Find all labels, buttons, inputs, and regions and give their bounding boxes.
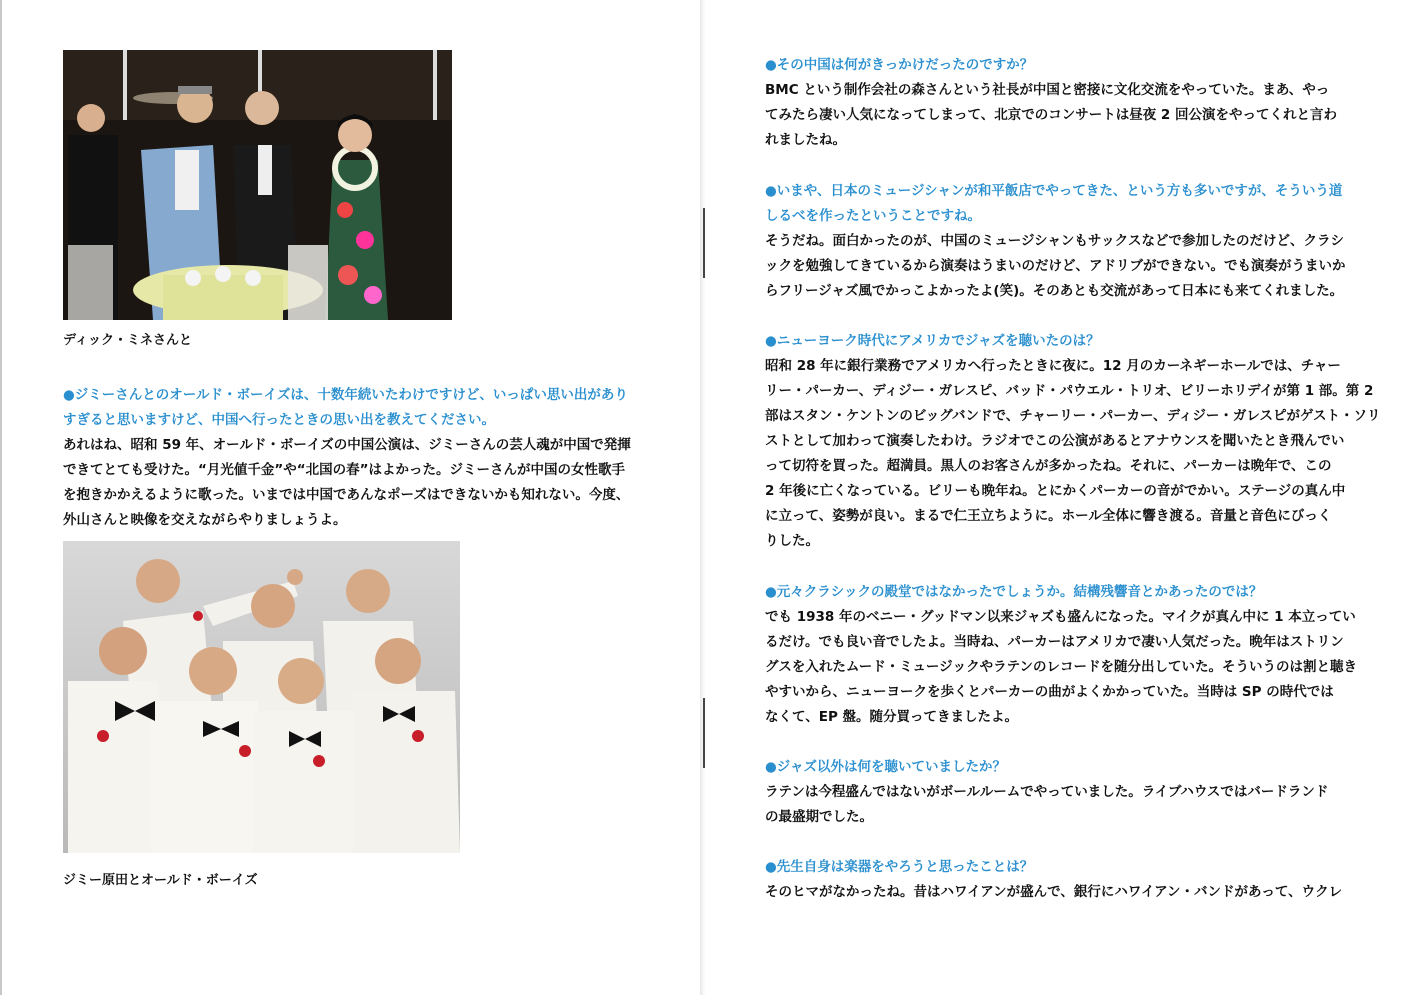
photo-caption: ジミー原田とオールド・ボーイズ: [63, 873, 258, 888]
photo-dick-mine: [63, 50, 452, 320]
interview-answer: BMC という制作会社の森さんという社長が中国と密接に文化交流をやっていた。まあ、やっ てみたら凄い人気になってしまって、北京でのコンサートは昼夜 2 回公演をやってくれと言わ れましたね。: [765, 82, 1338, 148]
interview-answer: でも 1938 年のベニー・グッドマン以来ジャズも盛んになった。マイクが真ん中に 1 本立ってい るだけ。でも良い音でしたよ。当時ね、パーカーはアメリカで凄い人気だった。晩年はストリン グスを入れたムード・ミュージックやラテンのレコードを随分出していた。そういうのは割と聴き やすいから、ニューヨークを歩くとパーカーの曲がよくかかっていた。当時は SP の時代では なくて、EP 盤。随分買ってきましたよ。: [765, 609, 1357, 725]
interview-answer: そうだね。面白かったのが、中国のミュージシャンもサックスなどで参加したのだけど、クラシ ックを勉強してきているから演奏はうまいのだけど、アドリブができない。でも演奏がうまいか らフリージャズ風でかっこよかったよ(笑)。そのあとも交流があって日本にも来てくれました。: [765, 233, 1346, 299]
book-gutter: [700, 0, 706, 995]
interview-answer: そのヒマがなかったね。昔はハワイアンが盛んで、銀行にハワイアン・バンドがあって、ウクレ: [765, 884, 1343, 900]
interview-question: ●その中国は何がきっかけだったのですか？: [765, 57, 1034, 73]
binding-mark: [703, 208, 705, 278]
interview-question: ●元々クラシックの殿堂ではなかったでしょうか。結構残響音とかあったのでは？: [765, 584, 1263, 600]
interview-question: ●いまや、日本のミュージシャンが和平飯店でやってきた、という方も多いですが、そういう道 しるべを作ったということですね。: [765, 183, 1343, 224]
photo-caption: ディック・ミネさんと: [63, 333, 192, 348]
interview-question: ●ジャズ以外は何を聴いていましたか？: [765, 759, 1007, 775]
interview-answer: 昭和 28 年に銀行業務でアメリカへ行ったときに夜に。12 月のカーネギーホールでは、チャー リー・パーカー、ディジー・ガレスピ、バッド・パウエル・トリオ、ビリーホリデイが第 1 部。第 2 部はスタン・ケントンのビッグバンドで、チャーリー・パーカー、ディジー・ガレスピがゲスト・ソリ ストとして加わって演奏したわけ。ラジオでこの公演があるとアナウンスを聞いたとき飛んでい って切符を買った。超満員。黒人のお客さんが多かったね。それに、パーカーは晩年で、この 2 年後に亡くなっている。ビリーも晩年ね。とにかくパーカーの音がでかい。ステージの真ん中 に立って、姿勢が良い。まるで仁王立ちように。ホール全体に響き渡る。音量と音色にびっく りした。: [765, 358, 1381, 549]
interview-question: ●ニューヨーク時代にアメリカでジャズを聴いたのは？: [765, 333, 1100, 349]
interview-question: ●ジミーさんとのオールド・ボーイズは、十数年続いたわけですけど、いっぱい思い出があり すぎると思いますけど、中国へ行ったときの思い出を教えてください。: [63, 387, 628, 428]
interview-answer: あれはね、昭和 59 年、オールド・ボーイズの中国公演は、ジミーさんの芸人魂が中国で発揮 できてとても受けた。“月光値千金”や“北国の春”はよかった。ジミーさんが中国の女性歌手 を抱きかかえるように歌った。いまでは中国であんなポーズはできないかも知れない。今度、 外山さんと映像を交えながらやりましょうよ。: [63, 437, 631, 528]
interview-answer: ラテンは今程盛んではないがボールルームでやっていました。ライブハウスではバードランド の最盛期でした。: [765, 784, 1329, 825]
binding-mark: [703, 698, 705, 768]
interview-question: ●先生自身は楽器をやろうと思ったことは？: [765, 859, 1034, 875]
photo-old-boys: [63, 541, 460, 853]
